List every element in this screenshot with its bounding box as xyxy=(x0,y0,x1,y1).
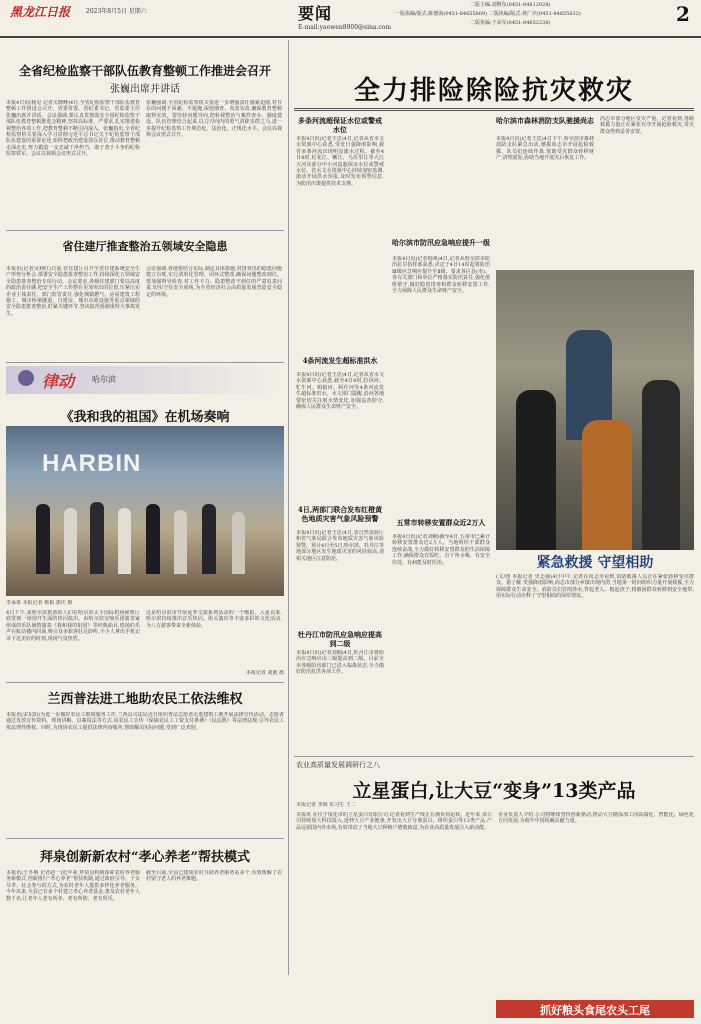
contact-line-1: 二版主编:刘继东(0451-84612028) xyxy=(470,2,551,8)
musician-figure xyxy=(64,508,77,574)
article3-credit: 本报记者 刘旅 摄 xyxy=(245,670,284,676)
body-6: 本报4日讯(记者王思)4日下午,哈尔滨市森林消防支队紧急出动,驰援尚志市开展抢险救援。队员们连续作战,帮助受灾群众转移财产,清理淤泥,协助当地开展灾后恢复工作。 xyxy=(496,136,594,162)
rescue-body: (文/图 本报记者 史志强)4日中午,记者在尚志市看到,消防救援人员正在紧张转移受灾群众。据了解,受强降雨影响,尚志市部分乡镇出现内涝,当地第一时间组织力量开展救援,全力保障群众生命安全。消防员们冒雨涉水,背起老人、抱起孩子,将被困群众转移到安全地带,用实际行动诠释了守望相助的深厚情谊。 xyxy=(496,574,694,600)
divider xyxy=(6,682,284,683)
rescue-title: 紧急救援 守望相助 xyxy=(536,555,654,571)
sub-headline-1: 多条河流超保证水位或警戒水位 xyxy=(298,116,382,134)
main-banner xyxy=(294,66,694,111)
divider xyxy=(6,230,284,231)
article2-body: 本报讯(记者吴利红)日前,省住建厅召开全省住建系统安全生产形势分析会,部署安全隐患排查整治工作,持续深化五领域安全隐患排查整治专项行动。会议要求,各级住建部门要以高度的政治责任感,把安全生产工作摆在更加突出的位置,压紧压实企业主体责任、部门监管责任,强化城镇燃气、房屋建筑工程施工、城市桥梁隧道、自建房、城市市政设施等重点领域的安全隐患排查整治,盯紧关键环节,坚决防范遏制重特大事故发生。 xyxy=(6,266,140,317)
continued-text: 尚志市部分地区受灾严重。记者看到,各路救援力量正在紧张有序开展抢险救灾,受灾群众得到妥善安置。 xyxy=(600,116,694,135)
main-banner-title: 全力排险除险抗灾救灾 xyxy=(353,76,634,106)
divider xyxy=(6,838,284,839)
article3-body: 4日下午,来哈尔滨旅游的人们在哈尔滨太平国际机场候机厅欣赏到一场别开生面的快闪演出。由哈尔滨交响乐团演奏家组成的乐队倾情演奏《我和我的祖国》等经典曲目,悠扬的乐声在航站楼内回荡,吸引众多旅客驻足聆听,不少人拿出手机记录下这美好的时刻,现场气氛热烈。 xyxy=(6,610,140,642)
article1-body-2: 张巍强调,全省纪检监察机关要进一步增强责任感紧迫感,对存在的问题不回避、不遮掩,深挖细查、真改实改,确保教育整顿取得实效。要坚持问题导向,把检视整治与案件查办、制度建设、队伍管理结合起来,以刀刃向内的勇气清除害群之马,进一步提升纪检监察工作规范化、法治化、正规化水平。会议以视频会议形式召开。 xyxy=(146,100,282,139)
body-1: 本报4日讯(记者王思)4日,记者从省水文水资源中心获悉,受近日强降雨影响,我省多条河流出现明显涨水过程。截至4日8时,松花江、嫩江、乌苏里江等大江大河及部分中小河流超保证水位或警戒水位。省水文水资源中心持续加密监测,滚动开展洪水预报,及时发布预警信息,为防汛决策提供技术支撑。 xyxy=(296,136,384,187)
rhythm-banner xyxy=(6,366,284,394)
musician-figure xyxy=(232,512,245,574)
feature-byline: 本报记者 李海 实习生 王二 xyxy=(296,802,356,808)
rescuer-figure xyxy=(582,420,632,550)
article1-title: 全省纪检监察干部队伍教育整顿工作推进会召开 xyxy=(18,64,271,78)
musician-figure xyxy=(174,510,187,574)
musician-figure xyxy=(36,504,50,574)
body-4: 本报4日讯(记者刘楠)4日,牡丹江市将防汛应急响应由三级提高到二级。目前全市各级防汛部门已进入临战状态,全力做好防汛抗洪各项工作。 xyxy=(296,650,384,676)
article5-title: 拜泉创新新农村“孝心养老”帮扶模式 xyxy=(40,850,250,865)
article3-body-2: 这是哈尔滨市开展夏季文旅系列活动的一个缩影。入夏以来,哈尔滨持续推出音乐快闪、街头演出等丰富多彩的文化活动,为八方游客带来全新体验。 xyxy=(146,610,282,629)
body-3: 本报4日讯(记者王思)4日,省自然资源厅和省气象局联合发布地质灾害气象风险预警。预计4日至5日,哈尔滨、牡丹江等地部分地区发生地质灾害的风险较高,请相关地区注意防范。 xyxy=(296,530,384,562)
paper-name: 黑龙江日报 xyxy=(10,5,71,19)
banner-city: 哈尔滨 xyxy=(92,375,116,384)
divider xyxy=(294,756,694,757)
contact-line-2: 一版执编/版式:陈德海(0451-84655809) 二版执编/版式:黄广庆(0451-84655632) xyxy=(395,11,581,17)
musician-figure xyxy=(90,502,104,574)
article3-title: 《我和我的祖国》在机场奏响 xyxy=(60,410,230,425)
harbin-sign: HARBIN xyxy=(42,450,142,477)
article4-body: 本报讯(宋东阳)为进一步做好农民工维权服务工作,兰西县司法局近日组织普法志愿者走进建筑工地开展法律宣传活动。志愿者通过发放宣传资料、现场讲解、以案说法等方式,向农民工宣传《保障农民工工资支付条例》《民法典》等法律法规,引导农民工依法理性维权。同时,为现场农民工提供法律咨询服务,帮助解决实际问题,受到广泛欢迎。 xyxy=(6,712,284,731)
rescuer-figure xyxy=(642,380,680,550)
airport-concert-photo xyxy=(6,426,284,596)
musician-figure xyxy=(202,504,216,574)
contact-line-3: 二版执编:于高军(0451-84652238) xyxy=(470,20,551,26)
column-divider xyxy=(288,40,289,975)
article5-body-2: 截至目前,全县已建成农村互助养老服务站多个,有效缓解了农村留守老人的养老难题。 xyxy=(146,870,282,883)
body-5: 本报4日讯(记者韩爽)4日,记者从哈尔滨市防汛抗旱指挥部获悉,决定于4日14时起将防汛Ⅲ级应急响应提升至Ⅱ级。要求各区县(市)、各有关部门和单位严格落实防汛责任,强化值班值守,做好隐患排查和群众转移安置工作,全力保障人民群众生命财产安全。 xyxy=(392,256,490,295)
footer-banner-text: 抓好粮头食尾农头工尾 xyxy=(540,1004,650,1017)
article4-title: 兰西普法进工地助农民工依法维权 xyxy=(47,692,243,707)
body-7: 本报4日讯(记者刘楠)截至4日,五常市已累计转移安置群众近2万人。当地组织干部群众连续奋战,全力做好转移安置群众的生活保障工作,确保群众有饭吃、有干净水喝、有安全住处、有病能及时医治。 xyxy=(392,534,490,566)
footer-banner xyxy=(496,1000,694,1018)
feature-tag: 农业高质量发展调研行之八 xyxy=(296,761,380,769)
sub-headline-5: 哈尔滨市防汛应急响应提升一级 xyxy=(392,238,490,247)
article5-body: 本报讯(王冬梅 记者赵一)近年来,拜泉县积极探索农村养老服务新模式,创新推行“孝心养老”帮扶机制,通过政府引导、子女尽孝、社会参与的方式,为农村老年人提供多样化养老服务。今年以来,全县已有多个村建立孝心养老基金,惠及农村老年人数千名,让老年人老有所养、老有所依、老有所乐。 xyxy=(6,870,140,902)
page-number: 2 xyxy=(676,2,690,26)
sub-headline-2: 4条河流发生超标准洪水 xyxy=(302,356,378,365)
article2-body-2: 会议强调,各地要结合实际,制定具体措施,对排查出的隐患问题建立台账,实行清单化管理、闭环式整改,确保问题整改到位。要加强督导检查,对工作不力、隐患整改不到位的严肃追责问责,切实守住安全底线,为全省经济社会高质量发展营造安全稳定的环境。 xyxy=(146,266,282,298)
sub-headline-4: 牡丹江市防汛应急响应提高到二级 xyxy=(298,630,382,648)
photo-caption: 李承泰 本报记者 蔡韬 郭庆 摄 xyxy=(6,600,73,606)
section-title: 要闻 xyxy=(298,4,333,23)
banner-word: 律动 xyxy=(42,372,75,391)
sub-headline-7: 五常市转移安置群众近2万人 xyxy=(396,518,486,527)
musician-figure xyxy=(146,504,160,574)
article1-body: 本报4日讯(杨见 记者关晓峰)4日,全省纪检监察干部队伍教育整顿工作推进会召开。省委常委、省纪委书记、省监委主任张巍出席并讲话。会议强调,要认真贯彻落实全国纪检监察干部队伍教育整顿推进会精神,坚持高标准、严要求,扎实推进检视整治各项工作,把教育整顿不断引向深入。张巍指出,全省纪检监察机关要深入学习贯彻习近平总书记关于纪检监察干部队伍建设的重要论述,始终把政治建设放在首位,推动教育整顿走深走实,努力锻造一支忠诚干净担当、敢于善于斗争的纪检监察铁军。会议以视频会议形式召开。 xyxy=(6,100,140,158)
rescuer-figure xyxy=(516,390,556,550)
article2-title: 省住建厅推查整治五领域安全隐患 xyxy=(62,240,228,253)
banner-seal-icon xyxy=(18,370,34,386)
sub-headline-6: 哈尔滨市森林消防支队驰援尚志 xyxy=(496,116,594,125)
sub-headline-3: 4日,两部门联合发布红橙黄色地质灾害气象风险预警 xyxy=(297,505,383,523)
feature-body-2: 企业负责人介绍,公司将继续坚持创新驱动,推动大豆精深加工向高端化、智能化、绿色化方向发展,为端牢中国饭碗贡献力量。 xyxy=(498,812,694,825)
feature-body: 本报讯 在位于绥化市的立星蛋白有限公司,记者看到生产线正在满负荷运转。近年来,该公司持续加大科技投入,延伸大豆产业链条,开发出大豆分离蛋白、组织蛋白等13类产品,产品远销国内外市场,有效带动了当地大豆种植户增收致富,为农业高质量发展注入新动能。 xyxy=(296,812,492,831)
masthead xyxy=(0,0,701,38)
rescue-photo xyxy=(496,270,694,550)
section-email: E-mail:yaowen8900@sina.com xyxy=(298,24,392,31)
body-2: 本报4日讯(记者王思)4日,记者从省水文水资源中心获悉,截至4日8时,拉林河、牤牛河、蚂蚁河、阿什河等4条河流发生超标准洪水。水文部门提醒,沿河各地要密切关注雨水情变化,加强巡查防守,确保人民群众生命财产安全。 xyxy=(296,372,384,411)
divider xyxy=(6,362,284,363)
article1-subtitle: 张巍出席并讲话 xyxy=(110,84,180,95)
issue-date: 2023年8月5日 星期六 xyxy=(86,8,147,15)
musician-figure xyxy=(118,508,131,574)
feature-title: 立星蛋白,让大豆“变身”13类产品 xyxy=(352,780,636,802)
